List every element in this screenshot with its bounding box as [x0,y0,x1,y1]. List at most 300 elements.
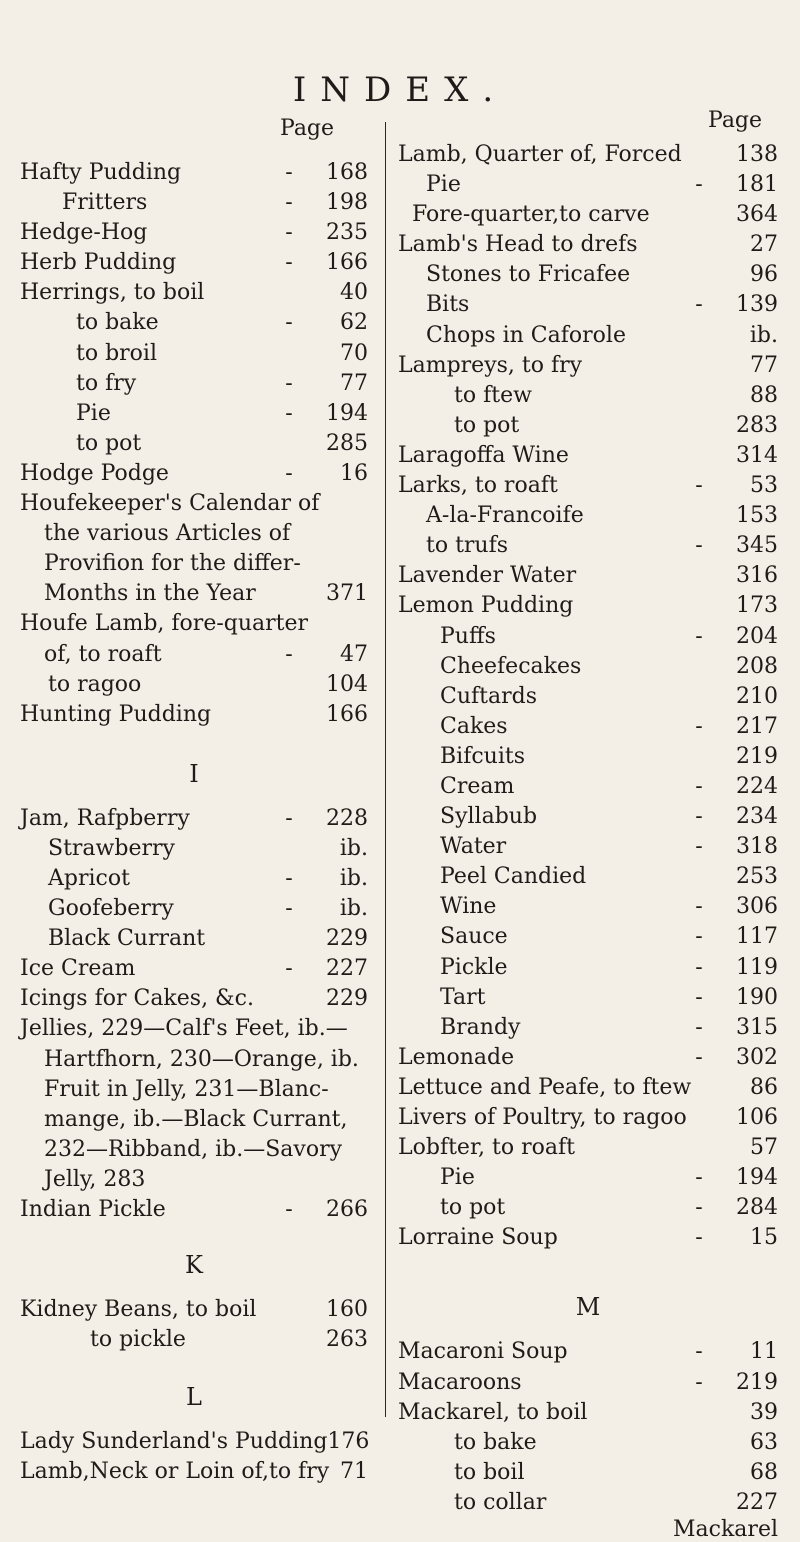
entry-page: 70 [340,340,368,366]
index-entry [398,772,778,802]
index-entry [398,441,778,471]
section-letter-m: M [575,1293,601,1322]
entry-name: Pie [440,1165,475,1191]
entry-page: 77 [750,352,778,378]
entry-dash [691,1073,719,1103]
entry-name: Cuftards [440,683,537,709]
entry-page: 11 [750,1339,778,1365]
index-entry [398,953,778,983]
entry-name: of, to roaft [44,641,162,667]
column-divider [385,122,386,1417]
index-entry [398,1133,778,1163]
entry-page: 235 [326,220,368,246]
entry-page: 306 [736,894,778,920]
entry-page: 153 [736,503,778,529]
index-entry [20,834,368,864]
entry-dash [274,1325,304,1355]
entry-dash [684,682,714,712]
entry-page: 173 [736,593,778,619]
entry-dash [684,742,714,772]
entry-name: Jam, Rafpberry [20,805,190,831]
entry-page: 210 [736,683,778,709]
entry-page: 228 [326,805,368,831]
index-entry [20,339,368,369]
entry-page: 181 [736,172,778,198]
entry-page: 190 [736,984,778,1010]
entry-dash: - [285,250,293,276]
index-entry [20,1325,368,1355]
entry-dash: - [695,1195,703,1221]
entry-dash: - [695,954,703,980]
index-entry [398,1398,778,1428]
entry-dash: - [695,1339,703,1365]
entry-dash [684,351,714,381]
index-entry [398,411,778,441]
index-entry [20,429,368,459]
entry-line: Jelly, 283 [44,1166,146,1192]
entry-name: Cheefecakes [440,653,582,679]
entry-name: Larks, to roaft [398,473,558,499]
entry-page: 217 [736,713,778,739]
index-entry [20,954,368,984]
index-entry [20,248,368,278]
entry-dash: - [285,160,293,185]
entry-page: 77 [340,370,368,396]
entry-line: Fruit in Jelly, 231—Blanc- [44,1076,329,1102]
entry-name: Lamb, Quarter of, Forced [398,142,682,167]
entry-dash [684,140,714,170]
index-entry [398,531,778,561]
entry-name: Indian Pickle [20,1197,166,1222]
section-letter-i: I [189,759,199,788]
entry-name: to pot [454,412,520,438]
entry-page: 88 [750,382,778,408]
entry-name: Macaroons [398,1369,522,1395]
entry-name: Sauce [440,924,508,950]
entry-dash: - [695,1369,703,1395]
index-entry [398,1013,778,1043]
entry-page: 219 [736,1369,778,1395]
entry-page: 224 [736,773,778,799]
entry-dash: - [695,533,703,559]
index-entry [398,802,778,832]
entry-name: to broil [76,340,157,366]
entry-list [398,140,778,1253]
entry-dash: - [695,292,703,318]
entry-name: Apricot [48,865,130,891]
entry-name: Fritters [62,190,148,216]
entry-name: Lobfter, to roaft [398,1135,575,1161]
entry-name: to boil [454,1459,525,1485]
index-entry [398,652,778,682]
entry-page: 285 [326,430,368,456]
entry-name: Herrings, to boil [20,280,205,306]
entry-name: to pot [76,430,142,456]
index-entry [20,924,368,954]
index-entry [398,1458,778,1488]
entry-page: 62 [340,310,368,336]
entry-dash: - [695,804,703,830]
entry-page: 345 [736,533,778,559]
entry-dash: - [285,400,293,426]
entry-page: 229 [326,926,368,952]
entry-name: Cream [440,773,515,799]
index-header: INDEX. [292,70,508,110]
entry-name: Hunting Pudding [20,701,212,727]
entry-dash: - [285,641,293,667]
entry-dash: - [285,220,293,246]
entry-name: Laragoffa Wine [398,442,569,468]
entry-dash: - [695,623,703,649]
entry-line: Hartfhorn, 230—Orange, ib. [44,1046,359,1072]
entry-dash: - [695,172,703,198]
entry-name: to pickle [90,1327,186,1353]
entry-page: 96 [750,262,778,288]
entry-line [20,579,368,609]
entry-page: 63 [750,1429,778,1455]
index-entry [398,1043,778,1073]
index-entry [398,501,778,531]
catchword: Mackarel [673,1517,778,1542]
section-letter-k: K [185,1251,203,1280]
entry-list [20,1427,368,1487]
entry-name: to ragoo [48,671,142,697]
entry-name: Macaroni Soup [398,1339,568,1365]
entry-page: 139 [736,292,778,318]
entry-page: ib. [339,896,368,922]
entry-dash [684,1458,714,1488]
entry-page: 204 [736,623,778,649]
entry-name: Hedge-Hog [20,220,148,246]
index-entry [20,984,368,1014]
entry-page: 104 [326,671,368,697]
entry-dash [274,278,304,308]
entry-dash [274,1295,304,1325]
entry-name: Puffs [440,623,496,649]
index-entry [398,321,778,351]
entry-dash [684,441,714,471]
index-entry [20,864,368,894]
entry-name: to collar [454,1489,547,1515]
page-heading-right [398,110,778,140]
index-entry [398,561,778,591]
entry-page: 219 [736,743,778,769]
entry-name: to pot [440,1195,506,1221]
entry-name: Lemonade [398,1044,515,1070]
entry-page: 119 [736,954,778,980]
entry-dash: - [695,984,703,1010]
entry-name: Lamb's Head to drefs [398,232,638,258]
entry-dash [687,1103,716,1133]
index-entry [398,1163,778,1193]
entry-name: Mackarel, to boil [398,1399,588,1425]
index-entry [398,200,778,230]
entry-name: Chops in Caforole [426,322,626,348]
entry-page: 283 [736,412,778,438]
entry-dash: - [695,1044,703,1070]
entry-page: 263 [326,1327,368,1353]
entry-dash [274,834,304,864]
entry-dash [274,429,304,459]
entry-dash [684,591,714,621]
entry-page: 166 [326,701,368,727]
entry-name: Black Currant [48,926,206,952]
entry-dash [274,670,304,700]
index-entry [20,308,368,338]
entry-name: Hodge Podge [20,460,169,486]
entry-dash [274,339,304,369]
page-label: Page [280,116,335,141]
index-entry [398,1223,778,1253]
entry-page: ib. [749,322,778,348]
entry-page: 227 [326,956,368,982]
entry-dash: - [285,865,293,891]
entry-page: 227 [736,1489,778,1515]
entry-page: 160 [326,1297,368,1323]
entry-page: 15 [750,1225,778,1251]
entry-dash: - [695,773,703,799]
entry-name: Lettuce and Peafe, to ftew [398,1074,692,1100]
entry-dash [684,1488,714,1518]
entry-name: Fore-quarter,to carve [412,202,650,228]
entry-dash [274,984,304,1014]
entry-list [20,1295,368,1355]
entry-page: 314 [736,442,778,468]
entry-line: Houfekeeper's Calendar of [20,491,320,517]
entry-line [20,640,368,670]
entry-dash [684,1428,714,1458]
entry-dash: - [285,310,293,336]
index-entry [398,1428,778,1458]
entry-name: Lemon Pudding [398,593,574,619]
entry-name: Lampreys, to fry [398,352,583,378]
entry-name: Lamb,Neck or Loin of,to fry [20,1459,330,1485]
index-entry [20,1195,368,1225]
entry-name: Lady Sunderland's Pudding [20,1429,328,1455]
entry-page: 302 [736,1044,778,1070]
index-entry [20,158,368,188]
index-entry [398,742,778,772]
entry-dash: - [695,834,703,860]
entry-page: 266 [326,1197,368,1222]
entry-page: 68 [750,1459,778,1485]
entry-name: Livers of Poultry, to ragoo [398,1105,687,1130]
entry-page: 39 [750,1399,778,1425]
entry-name: Months in the Year [44,581,256,607]
entry-page: 318 [736,834,778,860]
index-entry [398,862,778,892]
entry-dash: - [695,1165,703,1191]
entry-line: Houfe Lamb, fore-quarter [20,611,309,637]
entry-dash [274,924,304,954]
entry-name: Lorraine Soup [398,1225,558,1251]
index-entry [398,1103,778,1133]
entry-name: Peel Candied [440,864,587,890]
entry-dash [684,1398,714,1428]
entry-page: 71 [340,1459,368,1485]
entry-dash [684,1133,714,1163]
entry-name: Ice Cream [20,956,136,982]
entry-name: Cakes [440,713,508,739]
page-label: Page [708,108,763,133]
index-entry [20,278,368,308]
entry-line: Jellies, 229—Calf's Feet, ib.— [20,1016,348,1042]
entry-dash [684,200,714,230]
left-column [20,116,370,1487]
entry-page: 316 [736,563,778,589]
entry-page: 284 [736,1195,778,1221]
section-letter-l: L [186,1383,202,1412]
entry-page: 194 [326,400,368,426]
entry-name: Goofeberry [48,896,174,922]
entry-dash: - [285,805,293,831]
entry-dash: - [285,896,293,922]
index-entry [20,459,368,489]
entry-page: ib. [339,865,368,891]
index-entry [20,369,368,399]
entry-name: Pie [426,172,461,198]
index-entry [20,804,368,834]
index-entry [398,712,778,742]
entry-dash: - [285,1197,293,1222]
entry-page: 106 [736,1105,778,1130]
entry-dash [329,1457,340,1487]
entry-dash [684,411,714,441]
jellies-entry [20,1014,368,1195]
index-entry [20,670,368,700]
entry-list [20,158,368,489]
index-entry [398,381,778,411]
index-entry [398,471,778,501]
index-entry [20,894,368,924]
entry-dash: - [695,1225,703,1251]
entry-dash [684,561,714,591]
entry-page: 47 [340,641,368,667]
entry-name: to fry [76,370,137,396]
entry-name: to bake [454,1429,537,1455]
entry-dash: - [285,190,293,216]
entry-dash: - [695,1014,703,1040]
entry-dash [684,230,714,260]
index-entry [20,218,368,248]
index-entry [398,290,778,320]
page-heading-left [20,116,368,158]
index-entry [398,170,778,200]
entry-dash [684,321,714,351]
entry-dash: - [695,713,703,739]
house-lamb-entry [20,609,368,669]
entry-page: 371 [326,581,368,607]
index-entry [398,682,778,712]
entry-name: Lavender Water [398,563,577,589]
index-entry [398,1193,778,1223]
housekeeper-entry [20,489,368,609]
entry-name: to ftew [454,382,532,408]
index-entry [20,399,368,429]
entry-page: 16 [340,460,368,486]
entry-page: 253 [736,864,778,890]
entry-list [20,670,368,730]
entry-page: 234 [736,804,778,830]
entry-dash: - [695,473,703,499]
index-entry [398,832,778,862]
entry-dash [684,501,714,531]
entry-name: to bake [76,310,159,336]
entry-name: Stones to Fricafee [426,262,631,288]
entry-dash [684,381,714,411]
entry-name: Kidney Beans, to boil [20,1297,257,1323]
entry-page: 168 [326,160,368,185]
entry-name: Herb Pudding [20,250,177,276]
entry-name: Bits [426,292,470,318]
entry-dash: - [285,956,293,982]
entry-dash [684,862,714,892]
entry-name: Bifcuits [440,743,526,769]
entry-line: Provifion for the differ- [44,551,301,577]
entry-page: 208 [736,653,778,679]
index-entry [20,1457,368,1487]
entry-name: Pie [76,400,111,426]
entry-dash [274,700,304,730]
entry-name: Icings for Cakes, &c. [20,986,254,1012]
index-entry [398,591,778,621]
entry-list [20,804,368,1015]
entry-name: to trufs [426,533,509,559]
entry-name: Wine [440,894,497,920]
entry-dash: - [285,370,293,396]
entry-list [398,1337,778,1518]
index-entry [20,1427,368,1457]
entry-page: 27 [750,232,778,258]
entry-page: 176 [327,1429,370,1455]
entry-dash [684,652,714,682]
entry-page: 57 [750,1135,778,1161]
index-entry [398,622,778,652]
index-entry [398,922,778,952]
index-entry [398,351,778,381]
entry-name: A-la-Francoife [426,503,584,529]
entry-name: Pickle [440,954,508,980]
entry-name: Water [440,834,507,860]
entry-page: 138 [736,142,778,167]
entry-name: Brandy [440,1014,521,1040]
entry-page: 53 [750,473,778,499]
entry-page: 166 [326,250,368,276]
entry-page: 194 [736,1165,778,1191]
index-entry [20,188,368,218]
entry-line: the various Articles of [44,521,291,547]
index-entry [398,1337,778,1367]
entry-line: mange, ib.—Black Currant, [44,1106,348,1132]
index-entry [398,140,778,170]
entry-page: 315 [736,1014,778,1040]
entry-name: Syllabub [440,804,538,830]
entry-line: 232—Ribband, ib.—Savory [44,1136,343,1162]
index-entry [20,1295,368,1325]
index-entry [398,1073,778,1103]
entry-dash: - [695,924,703,950]
index-entry [398,1368,778,1398]
index-entry [398,983,778,1013]
entry-name: Hafty Pudding [20,160,182,185]
entry-page: 117 [736,924,778,950]
index-entry [398,230,778,260]
entry-page: 364 [736,202,778,228]
index-entry [398,1488,778,1518]
index-entry [398,892,778,922]
entry-page: 229 [326,986,368,1012]
entry-dash: - [285,460,293,486]
